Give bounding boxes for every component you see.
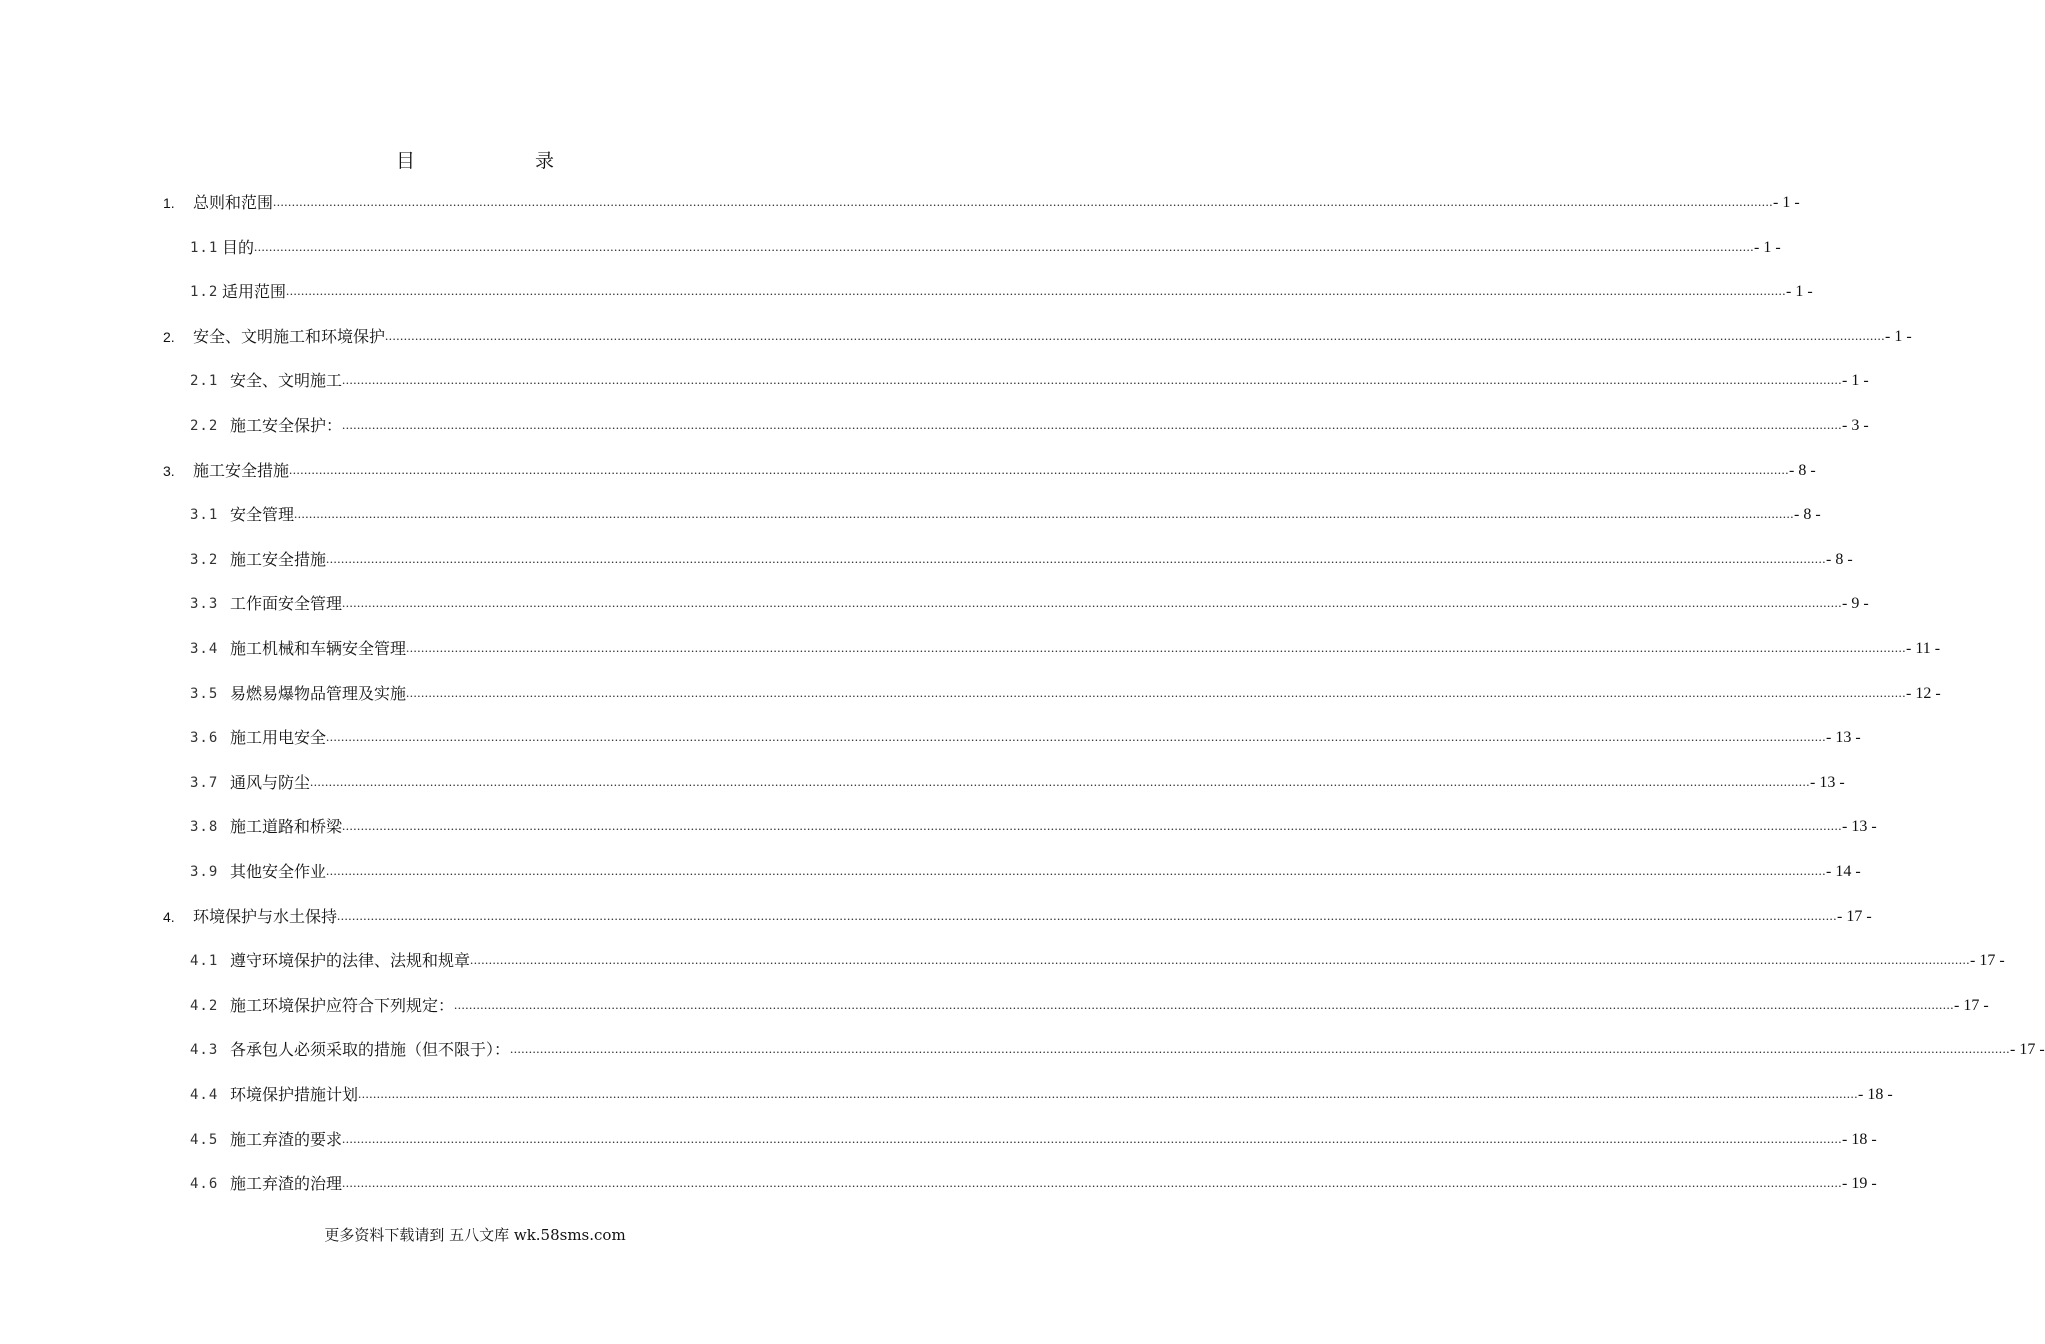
toc-entry-number: 3.1 [190,507,219,524]
toc-dot-leader: ................................................................................................................................................................................................................................................................................................................................................................................................................ [342,1130,1843,1146]
toc-entry[interactable] [190,680,1941,708]
toc-entry[interactable] [190,1170,1877,1198]
toc-entry[interactable] [190,590,1869,618]
toc-entry-label: 施工安全保护： [230,416,343,435]
toc-entry-label: 适用范围 [222,282,287,302]
toc-entry[interactable] [190,858,1861,886]
toc-entry[interactable] [163,457,1816,485]
toc-entry-number: 4.4 [190,1087,219,1103]
footer-text: 更多资料下载请到 五八文库 wk.58sms.com [324,1226,626,1244]
toc-entry-number: 3.3 [190,596,219,613]
toc-entry-number: 3.8 [190,819,219,836]
toc-entry-page: - 1 - [1754,238,1781,256]
toc-entry-label: 易燃易爆物品管理及实施 [230,683,407,703]
toc-entry-number: 4.5 [190,1131,219,1148]
toc-dot-leader: ................................................................................................................................................................................................................................................................................................................................................................................................................ [326,863,1827,878]
toc-dot-leader: ................................................................................................................................................................................................................................................................................................................................................................................................................ [294,506,1795,522]
toc-dot-leader: ................................................................................................................................................................................................................................................................................................................................................................................................................ [254,238,1755,254]
toc-entry[interactable] [163,903,1872,931]
toc-entry-label: 施工弃渣的治理 [230,1174,343,1194]
toc-entry-page: - 13 - [1810,773,1845,791]
toc-entry-label: 安全、文明施工 [230,371,343,391]
toc-entry-label: 通风与防尘 [230,772,311,792]
toc-entry-page: - 8 - [1826,550,1853,568]
toc-entry-label: 施工安全措施 [193,460,290,480]
toc-entry-label: 总则和范围 [193,193,274,212]
toc-entry-number: 3.4 [190,641,219,657]
toc-entry-number: 2.2 [190,418,219,434]
toc-dot-leader: ................................................................................................................................................................................................................................................................................................................................................................................................................ [342,818,1843,834]
toc-entry-page: - 8 - [1794,506,1821,524]
toc-dot-leader: ................................................................................................................................................................................................................................................................................................................................................................................................................ [286,283,1787,299]
toc-entry-page: - 18 - [1858,1086,1893,1103]
toc-dot-leader: ................................................................................................................................................................................................................................................................................................................................................................................................................ [385,327,1886,343]
toc-entry-page: - 13 - [1842,818,1877,836]
toc-title-right: 录 [535,150,555,172]
toc-dot-leader: ................................................................................................................................................................................................................................................................................................................................................................................................................ [310,773,1811,789]
toc-entry-number: 4.1 [190,953,219,970]
toc-entry-number: 4.3 [190,1042,219,1059]
toc-entry-label: 施工环境保护应符合下列规定： [230,995,455,1015]
toc-entry[interactable] [190,546,1853,574]
toc-dot-leader: ................................................................................................................................................................................................................................................................................................................................................................................................................ [342,595,1843,611]
toc-dot-leader: ................................................................................................................................................................................................................................................................................................................................................................................................................ [510,1041,2011,1057]
toc-entry[interactable] [190,234,1781,262]
toc-entry[interactable] [190,769,1845,797]
toc-entry[interactable] [190,412,1869,440]
toc-entry-number: 1. [163,195,175,211]
toc-entry-page: - 13 - [1826,729,1861,747]
toc-entry[interactable] [190,635,1941,663]
toc-entry-page: - 19 - [1842,1175,1877,1193]
toc-entry-label: 施工机械和车辆安全管理 [230,639,407,658]
toc-entry-page: - 14 - [1826,863,1861,880]
toc-entry-page: - 9 - [1842,595,1869,613]
toc-entry-page: - 3 - [1842,417,1869,434]
toc-entry[interactable] [190,501,1821,529]
toc-entry-label: 安全管理 [230,505,295,525]
toc-title-left: 目 [395,150,415,172]
toc-entry-number: 2.1 [190,373,219,390]
toc-dot-leader: ................................................................................................................................................................................................................................................................................................................................................................................................................ [454,996,1955,1012]
toc-entry[interactable] [190,947,2005,975]
toc-entry-page: - 11 - [1906,640,1941,657]
toc-entry-label: 工作面安全管理 [230,594,343,614]
toc-entry-page: - 1 - [1842,372,1869,390]
toc-dot-leader: ................................................................................................................................................................................................................................................................................................................................................................................................................ [406,684,1907,700]
toc-entry-label: 安全、文明施工和环境保护 [193,326,386,346]
toc-dot-leader: ................................................................................................................................................................................................................................................................................................................................................................................................................ [342,417,1843,432]
toc-entry[interactable] [190,1036,2045,1064]
toc-entry-number: 3. [163,462,175,479]
toc-entry-page: - 18 - [1842,1130,1877,1148]
toc-entry[interactable] [190,278,1813,306]
toc-entry[interactable] [190,367,1869,395]
toc-entry-label: 环境保护与水土保持 [193,906,338,926]
toc-entry[interactable] [163,189,1800,217]
toc-dot-leader: ................................................................................................................................................................................................................................................................................................................................................................................................................ [337,907,1838,923]
toc-dot-leader: ................................................................................................................................................................................................................................................................................................................................................................................................................ [358,1086,1859,1101]
toc-entry[interactable] [190,1126,1877,1154]
toc-entry-number: 3.6 [190,730,219,747]
toc-entry-number: 3.5 [190,685,219,702]
toc-entry[interactable] [190,1081,1893,1109]
toc-entry-number: 3.7 [190,774,219,791]
toc-dot-leader: ................................................................................................................................................................................................................................................................................................................................................................................................................ [326,550,1827,566]
toc-entry-number: 4.2 [190,997,219,1014]
toc-entry-page: - 1 - [1885,327,1912,345]
toc-dot-leader: ................................................................................................................................................................................................................................................................................................................................................................................................................ [289,461,1790,477]
toc-entry-label: 施工道路和桥梁 [230,817,343,837]
toc-entry-label: 施工安全措施 [230,549,327,569]
toc-entry-label: 其他安全作业 [230,862,327,881]
toc-entry-number: 1.2 [190,284,219,301]
toc-dot-leader: ................................................................................................................................................................................................................................................................................................................................................................................................................ [273,194,1774,209]
toc-entry-number: 4.6 [190,1176,219,1193]
toc-entry-number: 3.2 [190,551,219,568]
toc-entry[interactable] [190,724,1861,752]
toc-entry-number: 3.9 [190,864,219,880]
toc-entry-label: 施工用电安全 [230,728,327,748]
toc-entry-number: 2. [163,328,175,345]
toc-dot-leader: ................................................................................................................................................................................................................................................................................................................................................................................................................ [326,729,1827,745]
toc-dot-leader: ................................................................................................................................................................................................................................................................................................................................................................................................................ [342,1175,1843,1191]
toc-entry-page: - 17 - [1837,907,1872,925]
toc-entry-label: 施工弃渣的要求 [230,1129,343,1149]
toc-entry-label: 各承包人必须采取的措施（但不限于）： [230,1040,511,1060]
toc-entry[interactable] [190,992,1989,1020]
toc-entry-number: 4. [163,908,175,925]
toc-title [0,146,950,173]
toc-entry-label: 环境保护措施计划 [230,1085,359,1104]
toc-entry-page: - 17 - [1954,996,1989,1014]
toc-entry[interactable] [190,813,1877,841]
toc-entry-page: - 1 - [1773,194,1800,211]
toc-entry-page: - 8 - [1789,461,1816,479]
toc-entry-label: 目的 [222,237,255,257]
toc-entry-label: 遵守环境保护的法律、法规和规章 [230,951,471,971]
toc-entry-page: - 12 - [1906,684,1941,702]
toc-dot-leader: ................................................................................................................................................................................................................................................................................................................................................................................................................ [406,640,1907,655]
toc-entry-page: - 17 - [1970,952,2005,970]
toc-entry-page: - 1 - [1786,283,1813,301]
toc-dot-leader: ................................................................................................................................................................................................................................................................................................................................................................................................................ [342,372,1843,388]
toc-dot-leader: ................................................................................................................................................................................................................................................................................................................................................................................................................ [470,952,1971,968]
toc-entry-page: - 17 - [2010,1041,2045,1059]
toc-entry[interactable] [163,323,1912,351]
toc-entry-number: 1.1 [190,239,219,256]
